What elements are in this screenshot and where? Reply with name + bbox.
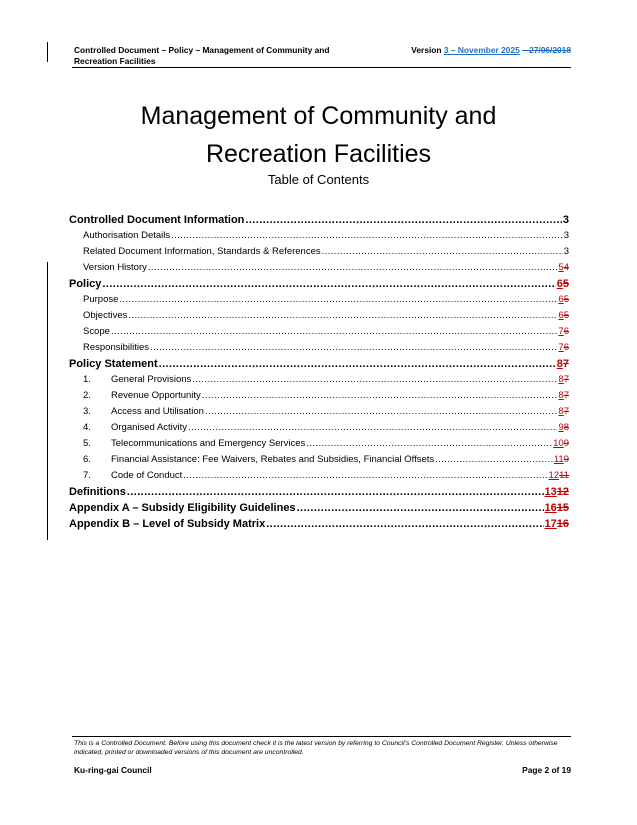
toc-entry-label: Policy: [69, 278, 102, 290]
toc-page-deleted: 9: [563, 438, 569, 449]
toc-dot-leader: [435, 454, 553, 465]
toc-page-number: [558, 310, 569, 321]
change-bar: [47, 262, 48, 284]
toc-entry[interactable]: [69, 246, 569, 262]
header-rule: [72, 67, 571, 68]
toc-dot-leader: [148, 262, 558, 273]
toc-page-inserted: 12: [548, 470, 560, 481]
footer-organisation: Ku-ring-gai Council: [74, 765, 152, 775]
page-title: [0, 97, 637, 173]
footer-page-number: Page 2 of 19: [522, 765, 571, 775]
toc-dot-leader: [322, 246, 563, 257]
footer-controlled-note: This is a Controlled Document. Before using this document check it is the latest version by referring to Council’s Controlled Document Register. Unless otherwise indicated, printed or downloaded versions of this document are uncontrolled.: [74, 740, 558, 756]
toc-entry-label: Code of Conduct: [111, 470, 183, 481]
toc-entry[interactable]: [69, 214, 569, 230]
toc-dot-leader: [245, 214, 561, 226]
toc-page-number: [557, 358, 569, 370]
toc-dot-leader: [297, 502, 544, 514]
toc-entry[interactable]: [69, 326, 569, 342]
footer-rule: [72, 736, 571, 737]
toc-page-number: [564, 230, 569, 241]
toc-page-deleted: 12: [556, 486, 569, 498]
toc-dot-leader: [128, 310, 557, 321]
toc-entry-label: General Provisions: [111, 374, 192, 385]
toc-entry-label: Objectives: [83, 310, 128, 321]
toc-page-number: [558, 294, 569, 305]
toc-entry-label: Access and Utilisation: [111, 406, 204, 417]
toc-entry-label: Controlled Document Information: [69, 214, 245, 226]
toc-page-deleted: 5: [563, 310, 569, 321]
toc-page: 3: [563, 246, 569, 257]
toc-page-deleted: 6: [563, 326, 569, 337]
toc-entry[interactable]: [69, 310, 569, 326]
version-inserted: 3 – November 2025: [443, 45, 520, 55]
toc-page-deleted: 7: [562, 358, 569, 370]
toc-page-number: [554, 454, 569, 465]
toc-page-deleted: 7: [563, 390, 569, 401]
toc-entry[interactable]: [69, 502, 569, 518]
toc-dot-leader: [127, 486, 544, 498]
toc-entry[interactable]: [69, 278, 569, 294]
toc-page-number: [558, 374, 569, 385]
toc-page-number: [545, 518, 570, 530]
toc-page-deleted: 7: [563, 374, 569, 385]
toc-entry-label: Definitions: [69, 486, 126, 498]
toc-page-number: [563, 214, 569, 226]
toc-entry-label: Version History: [83, 262, 147, 273]
toc-entry-label: Responsibilities: [83, 342, 150, 353]
toc-entry-number: 6.: [83, 454, 91, 465]
toc-entry-label: Policy Statement: [69, 358, 158, 370]
toc-dot-leader: [171, 230, 563, 241]
toc-page-inserted: 5: [558, 262, 564, 273]
toc-page-number: [558, 406, 569, 417]
toc-entry[interactable]: [69, 358, 569, 374]
toc-dot-leader: [183, 470, 547, 481]
toc-page-number: [549, 470, 569, 481]
toc-entry-label: Revenue Opportunity: [111, 390, 201, 401]
toc-entry-label: Purpose: [83, 294, 119, 305]
toc-page-inserted: 6: [558, 294, 564, 305]
toc-entry[interactable]: [69, 438, 569, 454]
toc-page-number: [557, 278, 569, 290]
toc-dot-leader: [192, 374, 557, 385]
toc-dot-leader: [205, 406, 557, 417]
toc-entry[interactable]: [69, 422, 569, 438]
toc-page-number: [558, 262, 569, 273]
version-deleted: – 27/06/2018: [522, 45, 571, 55]
toc-page: 3: [563, 230, 569, 241]
toc-entry[interactable]: [69, 406, 569, 422]
toc-page-deleted: 9: [563, 454, 569, 465]
toc-heading: Table of Contents: [267, 172, 370, 187]
toc-page-number: [558, 390, 569, 401]
table-of-contents: [69, 214, 569, 534]
toc-page-number: [558, 342, 569, 353]
change-bar: [47, 42, 48, 62]
toc-page-deleted: 5: [562, 278, 569, 290]
toc-entry[interactable]: [69, 262, 569, 278]
toc-entry[interactable]: [69, 486, 569, 502]
toc-entry-number: 5.: [83, 438, 91, 449]
toc-page-inserted: 7: [558, 342, 564, 353]
toc-entry[interactable]: [69, 294, 569, 310]
toc-page-deleted: 4: [563, 262, 569, 273]
toc-entry-label: Authorisation Details: [83, 230, 171, 241]
toc-page-number: [558, 326, 569, 337]
toc-entry-number: 2.: [83, 390, 91, 401]
toc-page-deleted: 5: [563, 294, 569, 305]
toc-page-inserted: 6: [556, 278, 563, 290]
toc-page-deleted: 16: [556, 518, 569, 530]
toc-page-inserted: 11: [553, 454, 564, 465]
toc-dot-leader: [266, 518, 543, 530]
header-version: [411, 45, 571, 55]
change-bar: [47, 284, 48, 540]
toc-page-number: [545, 486, 570, 498]
toc-page-inserted: 16: [544, 502, 557, 514]
toc-entry-number: 3.: [83, 406, 91, 417]
toc-page-deleted: 8: [563, 422, 569, 433]
toc-page-inserted: 8: [558, 374, 564, 385]
toc-page-inserted: 17: [544, 518, 557, 530]
toc-entry-label: Related Document Information, Standards & References: [83, 246, 321, 257]
toc-page-inserted: 9: [558, 422, 564, 433]
toc-entry-number: 1.: [83, 374, 91, 385]
toc-dot-leader: [102, 278, 555, 290]
toc-dot-leader: [119, 294, 557, 305]
toc-page-inserted: 8: [558, 406, 564, 417]
toc-entry[interactable]: [69, 454, 569, 470]
toc-dot-leader: [306, 438, 552, 449]
title-line-1: Management of Community and: [140, 102, 497, 130]
header-title-line-2: Recreation Facilities: [74, 55, 156, 66]
toc-entry[interactable]: [69, 390, 569, 406]
toc-entry[interactable]: [69, 230, 569, 246]
toc-entry-label: Telecommunications and Emergency Services: [111, 438, 306, 449]
toc-page-inserted: 8: [558, 390, 564, 401]
toc-dot-leader: [202, 390, 558, 401]
toc-page: 3: [562, 214, 569, 226]
toc-entry-label: Appendix B – Level of Subsidy Matrix: [69, 518, 266, 530]
toc-page-number: [545, 502, 570, 514]
toc-entry[interactable]: [69, 342, 569, 358]
header-title-line-1: Controlled Document – Policy – Management of Community and: [74, 45, 330, 55]
version-label: Version: [411, 45, 442, 55]
toc-entry[interactable]: [69, 518, 569, 534]
toc-page-inserted: 13: [544, 486, 557, 498]
toc-entry-label: Appendix A – Subsidy Eligibility Guidelines: [69, 502, 296, 514]
toc-entry-label: Scope: [83, 326, 110, 337]
toc-dot-leader: [150, 342, 557, 353]
header-document-title: [74, 45, 374, 66]
toc-entry-number: 7.: [83, 470, 91, 481]
toc-entry-label: Organised Activity: [111, 422, 188, 433]
toc-page-inserted: 8: [556, 358, 563, 370]
toc-page-inserted: 10: [553, 438, 564, 449]
toc-page-number: [558, 422, 569, 433]
toc-page-number: [564, 246, 569, 257]
toc-entry-label: Financial Assistance: Fee Waivers, Rebates and Subsidies, Financial Offsets: [111, 454, 435, 465]
toc-page-deleted: 7: [563, 406, 569, 417]
toc-page-number: [553, 438, 569, 449]
toc-entry-number: 4.: [83, 422, 91, 433]
toc-page-deleted: 11: [559, 470, 569, 481]
toc-page-deleted: 15: [556, 502, 569, 514]
toc-page-inserted: 7: [558, 326, 564, 337]
toc-dot-leader: [188, 422, 557, 433]
toc-page-inserted: 6: [558, 310, 564, 321]
toc-dot-leader: [111, 326, 557, 337]
toc-page-deleted: 6: [563, 342, 569, 353]
toc-dot-leader: [159, 358, 556, 370]
toc-entry[interactable]: [69, 470, 569, 486]
title-line-2: Recreation Facilities: [205, 140, 432, 168]
toc-entry[interactable]: [69, 374, 569, 390]
